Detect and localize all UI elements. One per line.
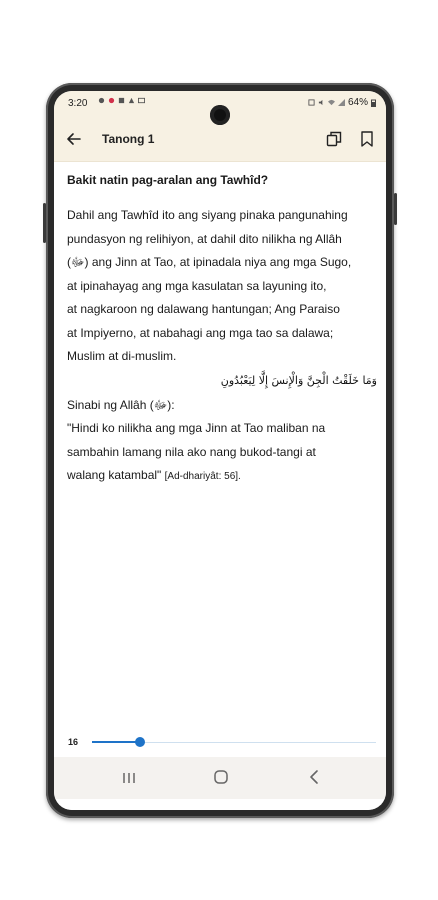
paragraph-line: at nagkaroon ng dalawang hantungan; Ang Paraiso: [67, 302, 340, 316]
arrow-back-icon[interactable]: [64, 129, 84, 149]
slider-fill: [92, 741, 140, 743]
paragraph-line: at ipinahayag ang mga kasulatan sa layuning ito,: [67, 278, 327, 293]
signal-icon: [338, 99, 345, 106]
notification-icon: [128, 97, 135, 104]
answer-paragraph: [67, 204, 377, 369]
paragraph-line: (ﷻ) ang Jinn at Tao, at ipinadala niya ang mga Sugo,: [67, 255, 352, 269]
answer-content: [67, 173, 377, 489]
page-title: Tanong 1: [102, 132, 155, 146]
bookmark-icon[interactable]: [357, 129, 377, 149]
gallery-icon: [138, 97, 145, 104]
paragraph-line: at Impiyerno, at nabahagi ang mga tao sa dalawa;: [67, 325, 334, 340]
font-size-value: 16: [68, 737, 79, 747]
notification-icons: [98, 97, 145, 104]
arabic-verse: وَمَا خَلَقْتُ الْجِنَّ وَالْإِنسَ إِلَّا لِيَعْبُدُونِ: [220, 373, 377, 387]
notification-icon: [98, 97, 105, 104]
paragraph-line: pundasyon ng relihiyon, at dahil dito nilikha ng Allâh: [67, 231, 342, 246]
said-line: Sinabi ng Allâh (ﷻ):: [67, 397, 175, 412]
notification-icon: [108, 97, 115, 104]
nav-back-icon[interactable]: [306, 768, 324, 786]
bottom-bezel: [54, 799, 386, 810]
battery-percent: 64%: [347, 97, 368, 108]
status-time: 3:20: [68, 98, 88, 109]
slider-thumb[interactable]: [135, 737, 145, 747]
quote-line: walang katambal": [67, 468, 162, 482]
translation-quote: [67, 417, 377, 489]
mute-icon: [318, 99, 325, 106]
wifi-icon: [328, 99, 335, 106]
question-heading: Bakit natin pag-aralan ang Tawhîd?: [67, 173, 269, 187]
front-camera: [210, 105, 230, 125]
volume-button: [43, 203, 46, 243]
verse-reference: [Ad-dhariyât: 56].: [164, 471, 241, 482]
font-size-slider: [54, 731, 386, 755]
system-icons: [308, 97, 376, 108]
screen: [54, 91, 386, 810]
alarm-icon: [308, 99, 315, 106]
phone-frame: [46, 83, 394, 818]
battery-icon: [371, 99, 376, 107]
recents-icon[interactable]: [120, 769, 138, 787]
notification-icon: [118, 97, 125, 104]
home-icon[interactable]: [212, 768, 230, 786]
power-button: [394, 193, 397, 225]
copy-icon[interactable]: [324, 129, 344, 149]
paragraph-line: Dahil ang Tawhîd ito ang siyang pinaka pangunahing: [67, 208, 348, 222]
quote-line: sambahin lamang nila ako nang bukod-tangi at: [67, 444, 316, 459]
system-nav-bar: [54, 757, 386, 799]
paragraph-line: Muslim at di-muslim.: [67, 349, 177, 363]
quote-line: "Hindi ko nilikha ang mga Jinn at Tao maliban na: [67, 421, 326, 435]
